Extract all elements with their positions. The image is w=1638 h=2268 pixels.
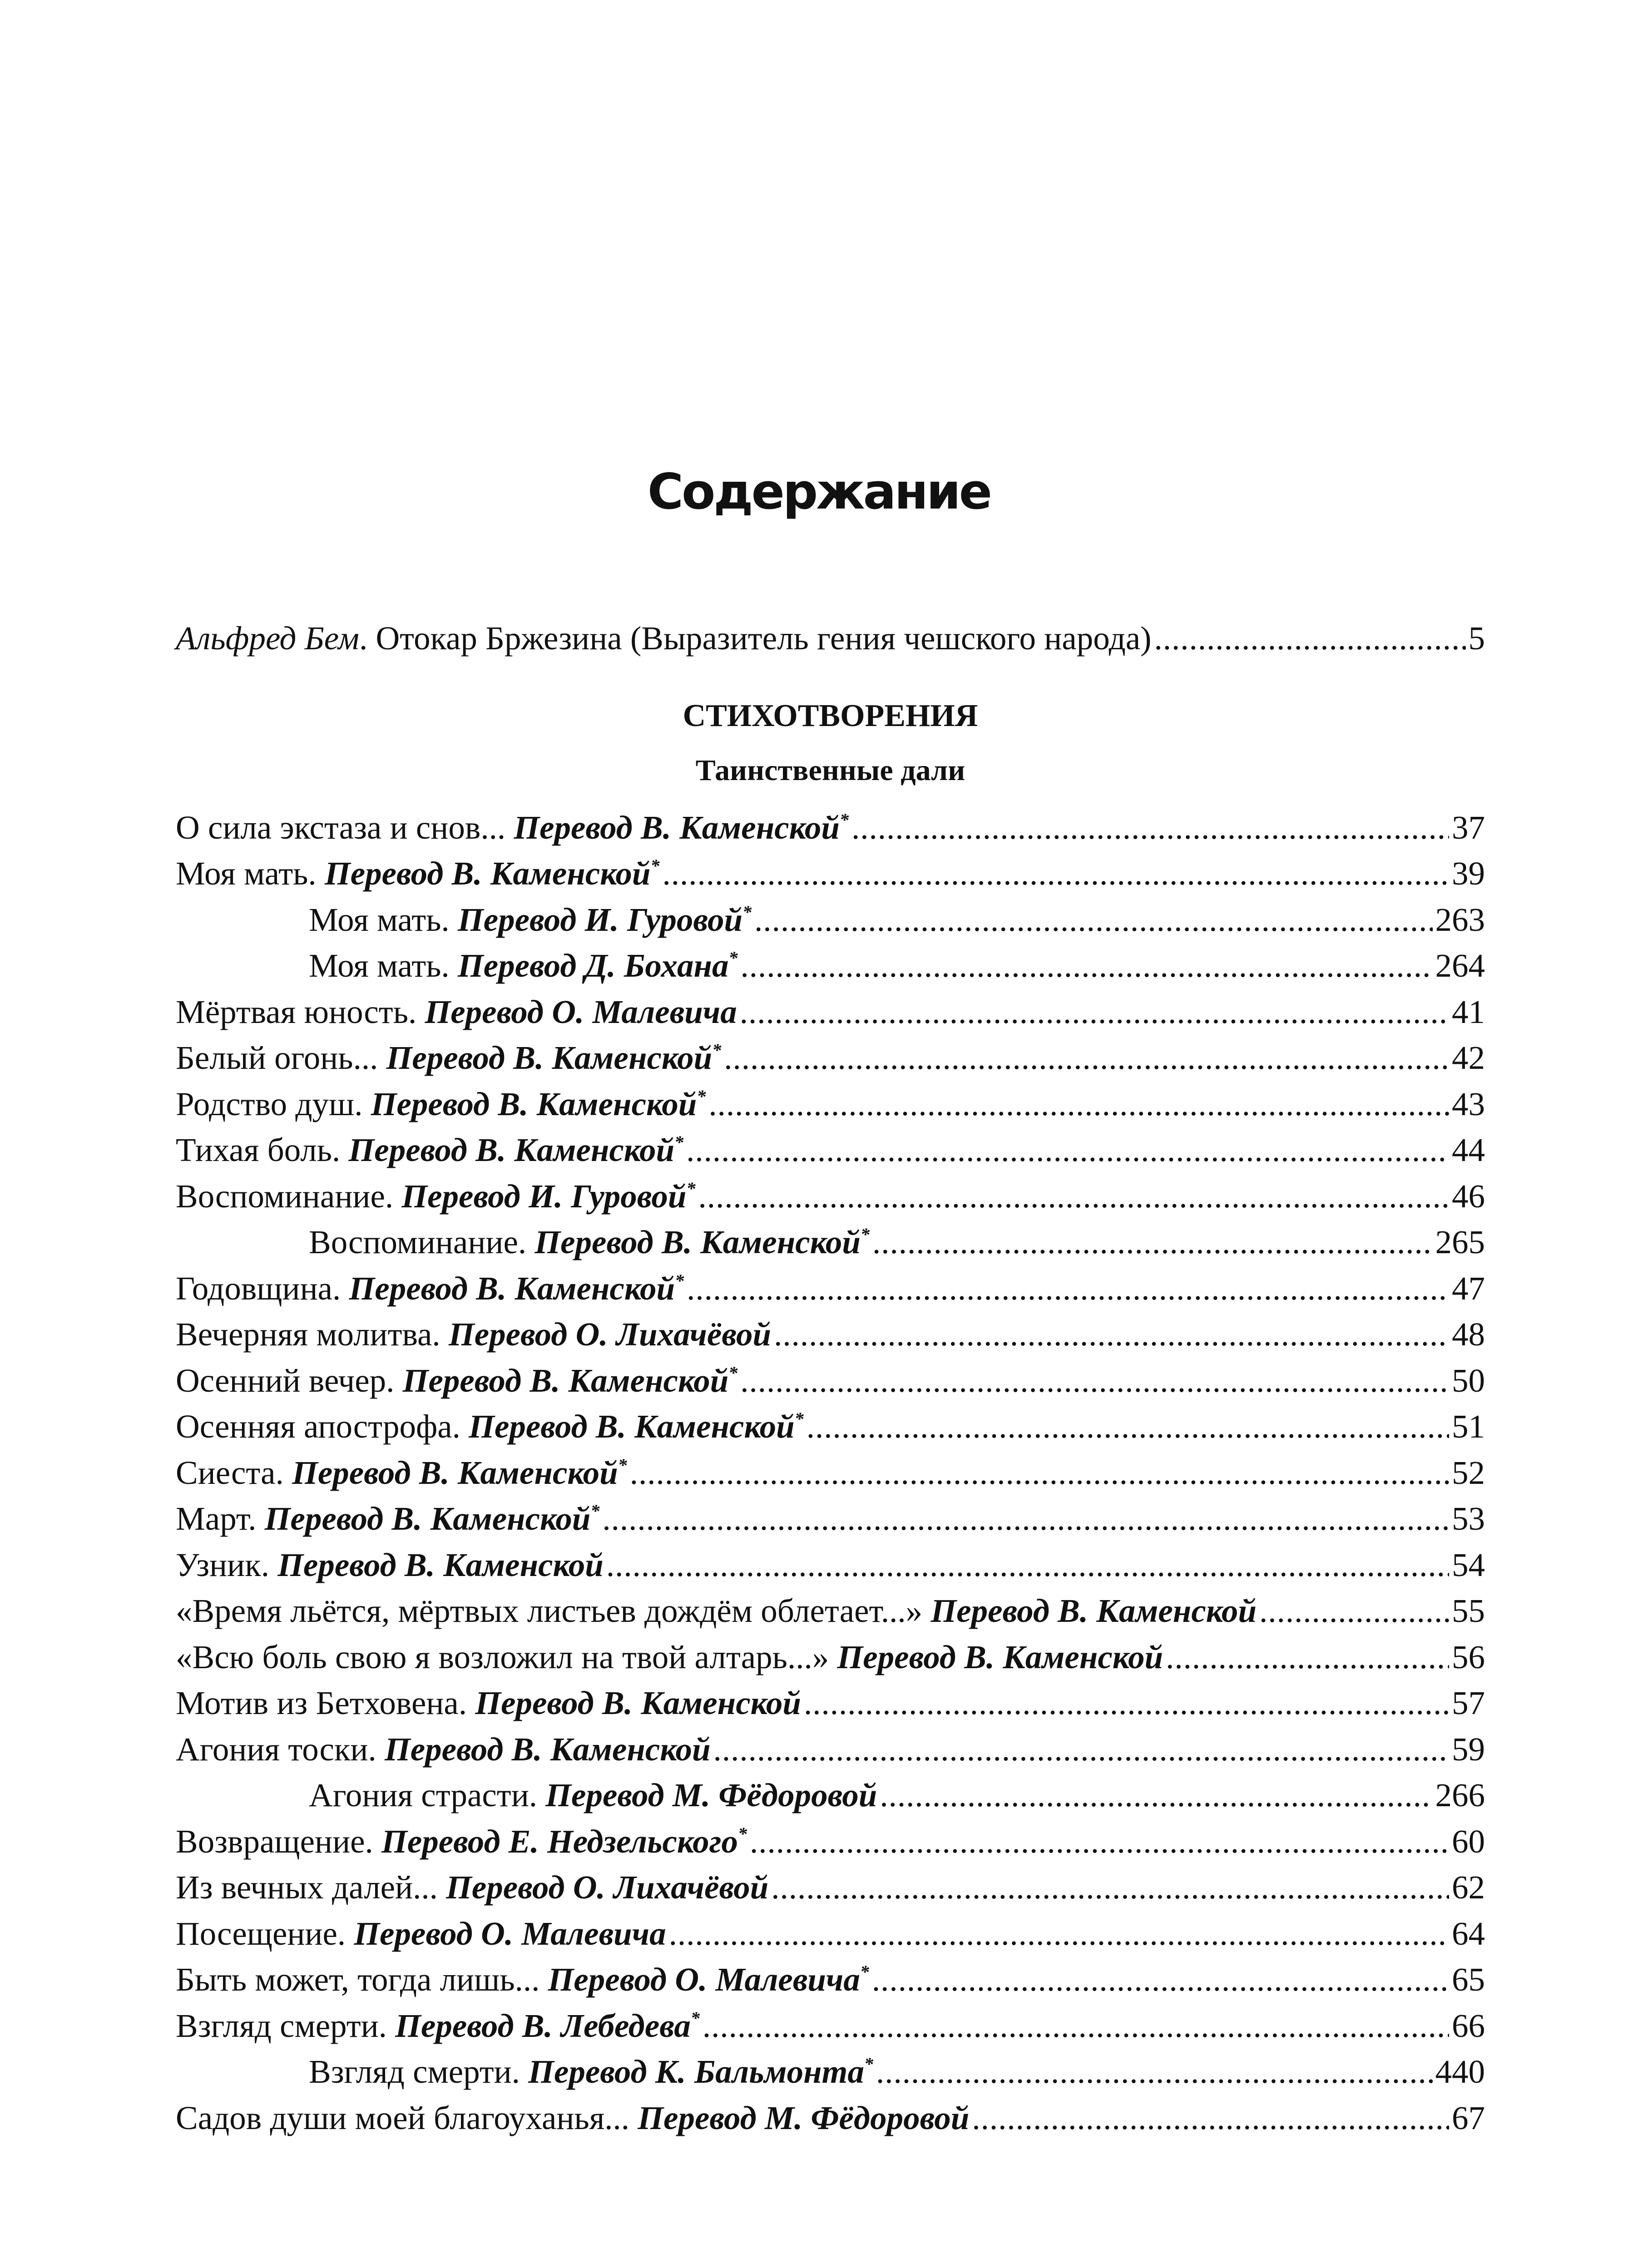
page-number: 54 [1452,1546,1485,1583]
dot-leader [713,1726,1449,1773]
translator-credit: Перевод М. Фёдоровой [545,1777,877,1813]
page-number: 52 [1452,1454,1485,1491]
footnote-marker: * [738,1823,747,1844]
page-number: 56 [1452,1638,1485,1675]
poem-title: Садов души моей благоуханья... [176,2099,638,2136]
intro-page-number: 5 [1468,620,1485,657]
poem-title: Вечерняя молитва. [176,1316,449,1353]
toc-entry [176,1173,1485,1220]
footnote-marker: * [728,948,738,968]
translator-credit: Перевод В. Каменской [514,809,840,846]
page-number: 64 [1452,1915,1485,1952]
dot-leader [872,1219,1433,1265]
page-title: Содержание [647,464,991,520]
toc-entry [176,1726,1485,1773]
intro-title: . Отокар Бржезина (Выразитель гения чешского народа) [359,620,1152,657]
poem-title: Взгляд смерти. [176,2007,396,2044]
translator-credit: Перевод О. Малевича [354,1915,666,1952]
page-number: 264 [1435,947,1485,984]
dot-leader [740,989,1449,1035]
toc-entry [176,1127,1485,1173]
toc-entry-text [176,1358,737,1409]
toc-entry-text [176,1265,684,1317]
page-number: 66 [1452,2007,1485,2044]
dot-leader [807,1403,1449,1450]
toc-entry-text [176,897,752,948]
dot-leader [754,897,1432,943]
poem-title: Взгляд смерти. [309,2053,529,2090]
translator-credit: Перевод В. Каменской [349,1270,675,1307]
poem-title: Родство душ. [176,1085,371,1122]
poem-title: Воспоминание. [309,1224,535,1260]
poem-title: Агония страсти. [309,1777,546,1813]
toc-entry-text [176,2003,700,2054]
toc-entry [176,1219,1485,1265]
toc-entry [176,1864,1485,1911]
toc-entry-text [176,989,737,1040]
translator-credit: Перевод В. Каменской [324,855,651,892]
footnote-marker: * [728,1362,738,1383]
toc-entry-text [176,1311,771,1363]
translator-credit: Перевод О. Малевича [425,993,737,1030]
dot-leader [1166,1634,1449,1680]
page-number: 47 [1452,1270,1485,1307]
dot-leader [703,2003,1449,2049]
toc-entry [176,1911,1485,1957]
footnote-marker: * [690,2007,700,2028]
toc-entry-text [176,2049,873,2100]
toc-entry-text [176,1726,711,1778]
footnote-marker: * [686,1178,696,1199]
page-number: 37 [1452,809,1485,846]
poem-title: «Время льётся, мёртвых листьев дождём облетает...» [176,1592,931,1629]
toc-entry [176,2049,1485,2095]
dot-leader [708,1081,1449,1127]
toc-entry-text [176,1772,877,1823]
toc-entry-text [176,2095,969,2146]
section-heading: СТИХОТВОРЕНИЯ [683,698,978,733]
dot-leader [750,1818,1449,1865]
toc-entry [176,989,1485,1035]
page-number: 266 [1435,1777,1485,1813]
dot-leader [630,1450,1449,1496]
footnote-marker: * [590,1501,600,1521]
toc-entry [176,1588,1485,1634]
toc-entry [176,1680,1485,1726]
poem-title: Агония тоски. [176,1730,385,1768]
page-number: 55 [1452,1592,1485,1629]
page-number: 60 [1452,1823,1485,1860]
poem-title: Возвращение. [176,1823,382,1860]
poem-title: Моя мать. [309,901,458,938]
translator-credit: Перевод О. Лихачёвой [448,1316,772,1353]
toc-entry [176,1403,1485,1450]
translator-credit: Перевод В. Каменской [386,1039,713,1076]
poem-title: Из вечных далей... [176,1869,446,1906]
table-of-contents [176,615,1485,2141]
poem-title: Посещение. [176,1915,354,1952]
dot-leader [686,1127,1449,1173]
translator-credit: Перевод В. Каменской [402,1362,729,1399]
toc-entry-text [176,1588,1257,1639]
toc-entry [176,1818,1485,1865]
toc-entry-text [176,1403,804,1455]
dot-leader [724,1035,1449,1081]
page-number: 62 [1452,1869,1485,1906]
page-number: 51 [1452,1408,1485,1445]
translator-credit: Перевод В. Лебедева [395,2007,691,2044]
toc-entry-text [176,1496,599,1547]
footnote-marker: * [618,1454,627,1475]
toc-entry-text [176,850,660,902]
page-number: 265 [1435,1224,1485,1260]
footnote-marker: * [742,901,752,922]
poem-title: Сиеста. [176,1454,292,1491]
dot-leader [880,1772,1432,1818]
intro-author: Альфред Бем [176,620,359,657]
poem-title: Быть может, тогда лишь... [176,1961,548,1998]
translator-credit: Перевод В. Каменской [292,1454,618,1491]
translator-credit: Перевод Д. Бохана [457,947,729,984]
dot-leader [1154,615,1465,662]
poem-title: Мотив из Бетховена. [176,1685,475,1721]
page-number: 46 [1452,1177,1485,1215]
translator-credit: Перевод И. Гуровой [401,1177,687,1215]
dot-leader [774,1311,1449,1358]
toc-entry [176,1358,1485,1404]
poem-title: Моя мать. [176,855,325,892]
translator-credit: Перевод В. Каменской [534,1224,861,1260]
footnote-marker: * [860,1962,869,1982]
intro-entry-text [176,615,1151,662]
toc-entry-text [176,1911,666,1962]
toc-entry-text [176,1864,768,1916]
poem-title: Осенний вечер. [176,1362,403,1399]
toc-entry-text [176,1818,747,1870]
translator-credit: Перевод В. Каменской [348,1132,675,1168]
footnote-marker: * [712,1040,722,1060]
translator-credit: Перевод В. Каменской [385,1730,711,1768]
toc-entry [176,1035,1485,1081]
intro-entry [176,615,1485,662]
page-number: 263 [1435,901,1485,938]
poem-title: Узник. [176,1546,278,1583]
toc-entry [176,1081,1485,1127]
toc-entry-text [176,943,738,994]
toc-entry [176,1265,1485,1312]
dot-leader [606,1542,1449,1588]
toc-entry [176,805,1485,851]
page-number: 440 [1435,2053,1485,2090]
translator-credit: Перевод В. Каменской [837,1638,1163,1675]
toc-entry [176,1311,1485,1358]
translator-credit: Перевод В. Каменской [264,1500,591,1537]
toc-entry-text [176,1219,870,1270]
footnote-marker: * [860,1224,870,1245]
translator-credit: Перевод В. Каменской [371,1085,697,1122]
page-number: 67 [1452,2099,1485,2136]
toc-entry [176,1496,1485,1542]
toc-entry [176,1450,1485,1496]
toc-entry [176,1772,1485,1818]
dot-leader [876,2049,1433,2095]
toc-entry-text [176,1634,1163,1685]
translator-credit: Перевод В. Каменской [277,1546,604,1583]
toc-entry [176,1634,1485,1680]
poem-title: Моя мать. [309,947,458,984]
page-number: 39 [1452,855,1485,892]
page-number: 42 [1452,1039,1485,1076]
translator-credit: Перевод О. Малевича [548,1961,860,1998]
toc-entry-text [176,1680,801,1731]
dot-leader [872,1957,1449,2003]
subsection-heading: Таинственные дали [695,753,965,787]
toc-entry [176,850,1485,897]
toc-entry [176,1957,1485,2003]
toc-entry-text [176,1127,683,1178]
entry-list [176,805,1485,2141]
poem-title: Годовщина. [176,1270,349,1307]
page-number: 44 [1452,1132,1485,1168]
dot-leader [698,1173,1449,1220]
toc-entry-text [176,1450,627,1501]
translator-credit: Перевод В. Каменской [475,1685,801,1721]
page-number: 48 [1452,1316,1485,1353]
page-number: 41 [1452,993,1485,1030]
dot-leader [1259,1588,1449,1634]
toc-entry [176,1542,1485,1588]
dot-leader [851,805,1449,851]
toc-entry-text [176,1957,869,2008]
poem-title: Тихая боль. [176,1132,349,1168]
dot-leader [740,1358,1449,1404]
toc-entry [176,897,1485,943]
dot-leader [602,1496,1449,1542]
page-number: 59 [1452,1730,1485,1768]
dot-leader [741,943,1433,989]
translator-credit: Перевод В. Каменской [469,1408,795,1445]
translator-credit: Перевод О. Лихачёвой [446,1869,769,1906]
poem-title: О сила экстаза и снов... [176,809,514,846]
poem-title: Март. [176,1500,265,1537]
toc-entry-text [176,1173,696,1225]
footnote-marker: * [697,1086,706,1107]
toc-entry [176,2003,1485,2049]
poem-title: Осенняя апострофа. [176,1408,469,1445]
dot-leader [804,1680,1449,1726]
toc-entry-text [176,1081,706,1132]
page-number: 57 [1452,1685,1485,1721]
translator-credit: Перевод В. Каменской [930,1592,1257,1629]
footnote-marker: * [675,1270,684,1291]
poem-title: Мёртвая юность. [176,993,425,1030]
poem-title: «Всю боль свою я возложил на твой алтарь...» [176,1638,837,1675]
translator-credit: Перевод Е. Недзельского [381,1823,738,1860]
dot-leader [687,1265,1449,1312]
poem-title: Белый огонь... [176,1039,386,1076]
poem-title: Воспоминание. [176,1177,402,1215]
toc-entry [176,943,1485,989]
page-number: 53 [1452,1500,1485,1537]
translator-credit: Перевод М. Фёдоровой [638,2099,970,2136]
dot-leader [663,850,1449,897]
toc-entry-text [176,1542,604,1593]
toc-entry-text [176,1035,721,1086]
dot-leader [771,1864,1449,1911]
page-number: 43 [1452,1085,1485,1122]
footnote-marker: * [794,1408,804,1429]
dot-leader [669,1911,1449,1957]
page-number: 65 [1452,1961,1485,1998]
footnote-marker: * [839,809,849,830]
footnote-marker: * [674,1132,684,1152]
toc-entry-text [176,805,849,856]
footnote-marker: * [864,2054,873,2074]
dot-leader [972,2095,1449,2141]
translator-credit: Перевод И. Гуровой [457,901,743,938]
footnote-marker: * [650,855,660,876]
toc-entry [176,2095,1485,2141]
translator-credit: Перевод К. Бальмонта [528,2053,864,2090]
page-number: 50 [1452,1362,1485,1399]
